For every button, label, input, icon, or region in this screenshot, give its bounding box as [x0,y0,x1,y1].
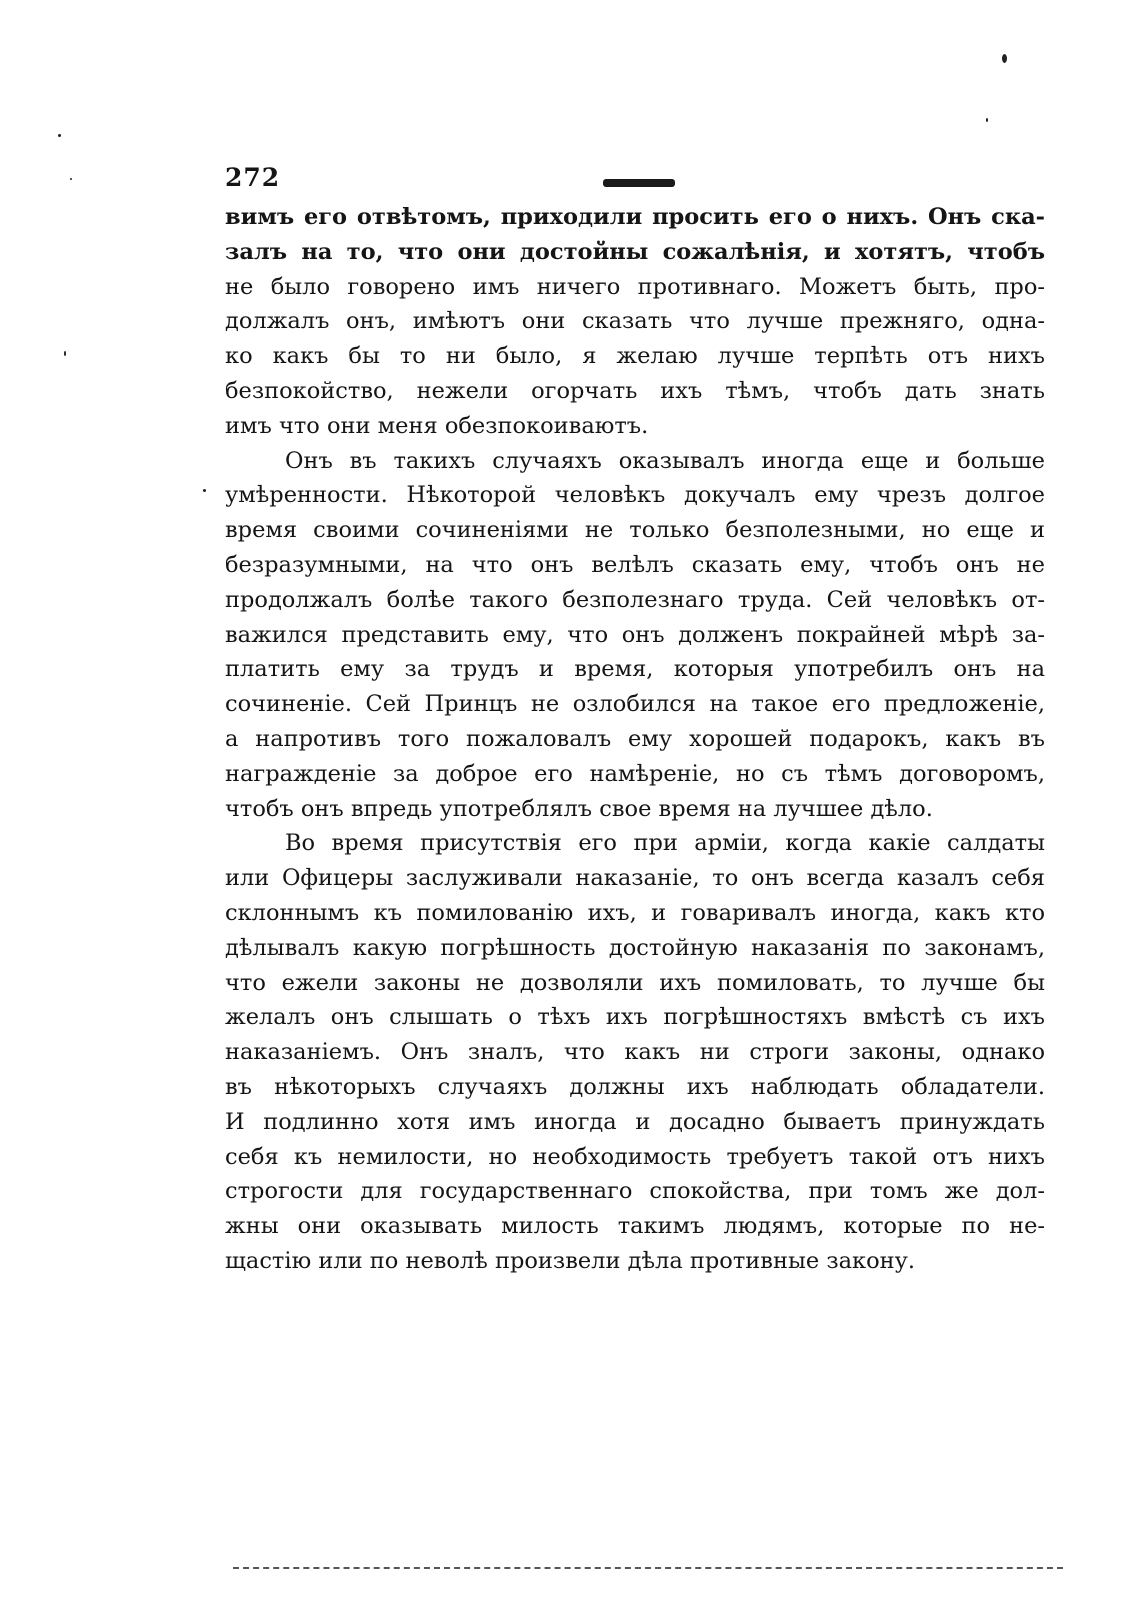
text-line: вимъ его отвѣтомъ, приходили просить его о нихъ. Онъ ска- [225,204,1045,230]
text-line: безразумными, на что онъ велѣлъ сказать ему, чтобъ онъ не [225,551,1045,578]
header-ornament-rule [603,179,675,187]
text-line: награжденіе за доброе его намѣреніе, но съ тѣмъ договоромъ, [225,760,1045,787]
text-line: въ нѣкоторыхъ случаяхъ должны ихъ наблюдать обладатели. [225,1073,1045,1100]
scan-speck [64,351,66,356]
scan-speck [1002,54,1007,63]
scan-speck [70,178,72,180]
scan-speck [986,118,988,122]
text-line: а напротивъ того пожаловалъ ему хорошей подарокъ, какъ въ [225,725,1045,752]
text-line: щастію или по неволѣ произвели дѣла противные закону. [225,1247,916,1274]
text-line: чтобъ онъ впредь употреблялъ свое время на лучшее дѣло. [225,795,933,822]
text-line: Онъ въ такихъ случаяхъ оказывалъ иногда еще и больше [285,447,1045,474]
page-number: 272 [225,163,281,192]
text-line: не было говорено имъ ничего противнаго. Можетъ быть, про- [225,273,1045,300]
text-line: безпокойство, нежели огорчать ихъ тѣмъ, чтобъ дать знать [225,377,1045,404]
text-line: ко какъ бы то ни было, я желаю лучше терпѣть отъ нихъ [225,343,1045,370]
text-line: или Офицеры заслуживали наказаніе, то онъ всегда казалъ себя [225,865,1045,892]
text-line: желалъ онъ слышать о тѣхъ ихъ погрѣшностяхъ вмѣстѣ съ ихъ [225,1004,1045,1031]
paragraph-3 [225,826,1045,1278]
body-text [225,200,1045,1279]
paragraph-2 [225,444,1045,827]
text-line: что ежели законы не дозволяли ихъ помиловать, то лучше бы [225,969,1045,996]
page-header [225,163,825,195]
text-line: жны они оказывать милость такимъ людямъ, которые по не- [225,1213,1045,1240]
text-line: должалъ онъ, имѣютъ они сказать что лучше прежняго, одна- [225,308,1045,335]
paragraph-1 [225,200,1045,444]
text-line: Во время присутствія его при арміи, когда какіе салдаты [285,830,1045,857]
text-line: имъ что они меня обезпокоиваютъ. [225,412,649,439]
text-line: продолжалъ болѣе такого безполезнаго труда. Сей человѣкъ от- [225,586,1045,613]
text-line: важился представить ему, что онъ долженъ покрайней мѣрѣ за- [225,621,1045,648]
scan-speck [203,489,206,492]
text-line: наказаніемъ. Онъ зналъ, что какъ ни строги законы, однако [225,1039,1045,1066]
text-line: платить ему за трудъ и время, которыя употребилъ онъ на [225,656,1045,683]
bottom-scan-rule [233,1567,1063,1569]
text-line: дѣлывалъ какую погрѣшность достойную наказанія по законамъ, [225,934,1045,961]
text-line: время своими сочиненіями не только безполезными, но еще и [225,517,1045,544]
scan-speck [58,134,61,137]
text-line: залъ на то, что они достойны сожалѣнія, и хотятъ, чтобъ [225,238,1045,265]
text-line: себя къ немилости, но необходимость требуетъ такой отъ нихъ [225,1143,1045,1170]
text-line: И подлинно хотя имъ иногда и досадно бываетъ принуждать [225,1108,1045,1135]
text-line: сочиненіе. Сей Принцъ не озлобился на такое его предложеніе, [225,691,1045,718]
text-line: склоннымъ къ помилованію ихъ, и говаривалъ иногда, какъ кто [225,899,1045,926]
text-line: строгости для государственнаго спокойства, при томъ же дол- [225,1178,1045,1205]
text-line: умѣренности. Нѣкоторой человѣкъ докучалъ ему чрезъ долгое [225,482,1045,509]
